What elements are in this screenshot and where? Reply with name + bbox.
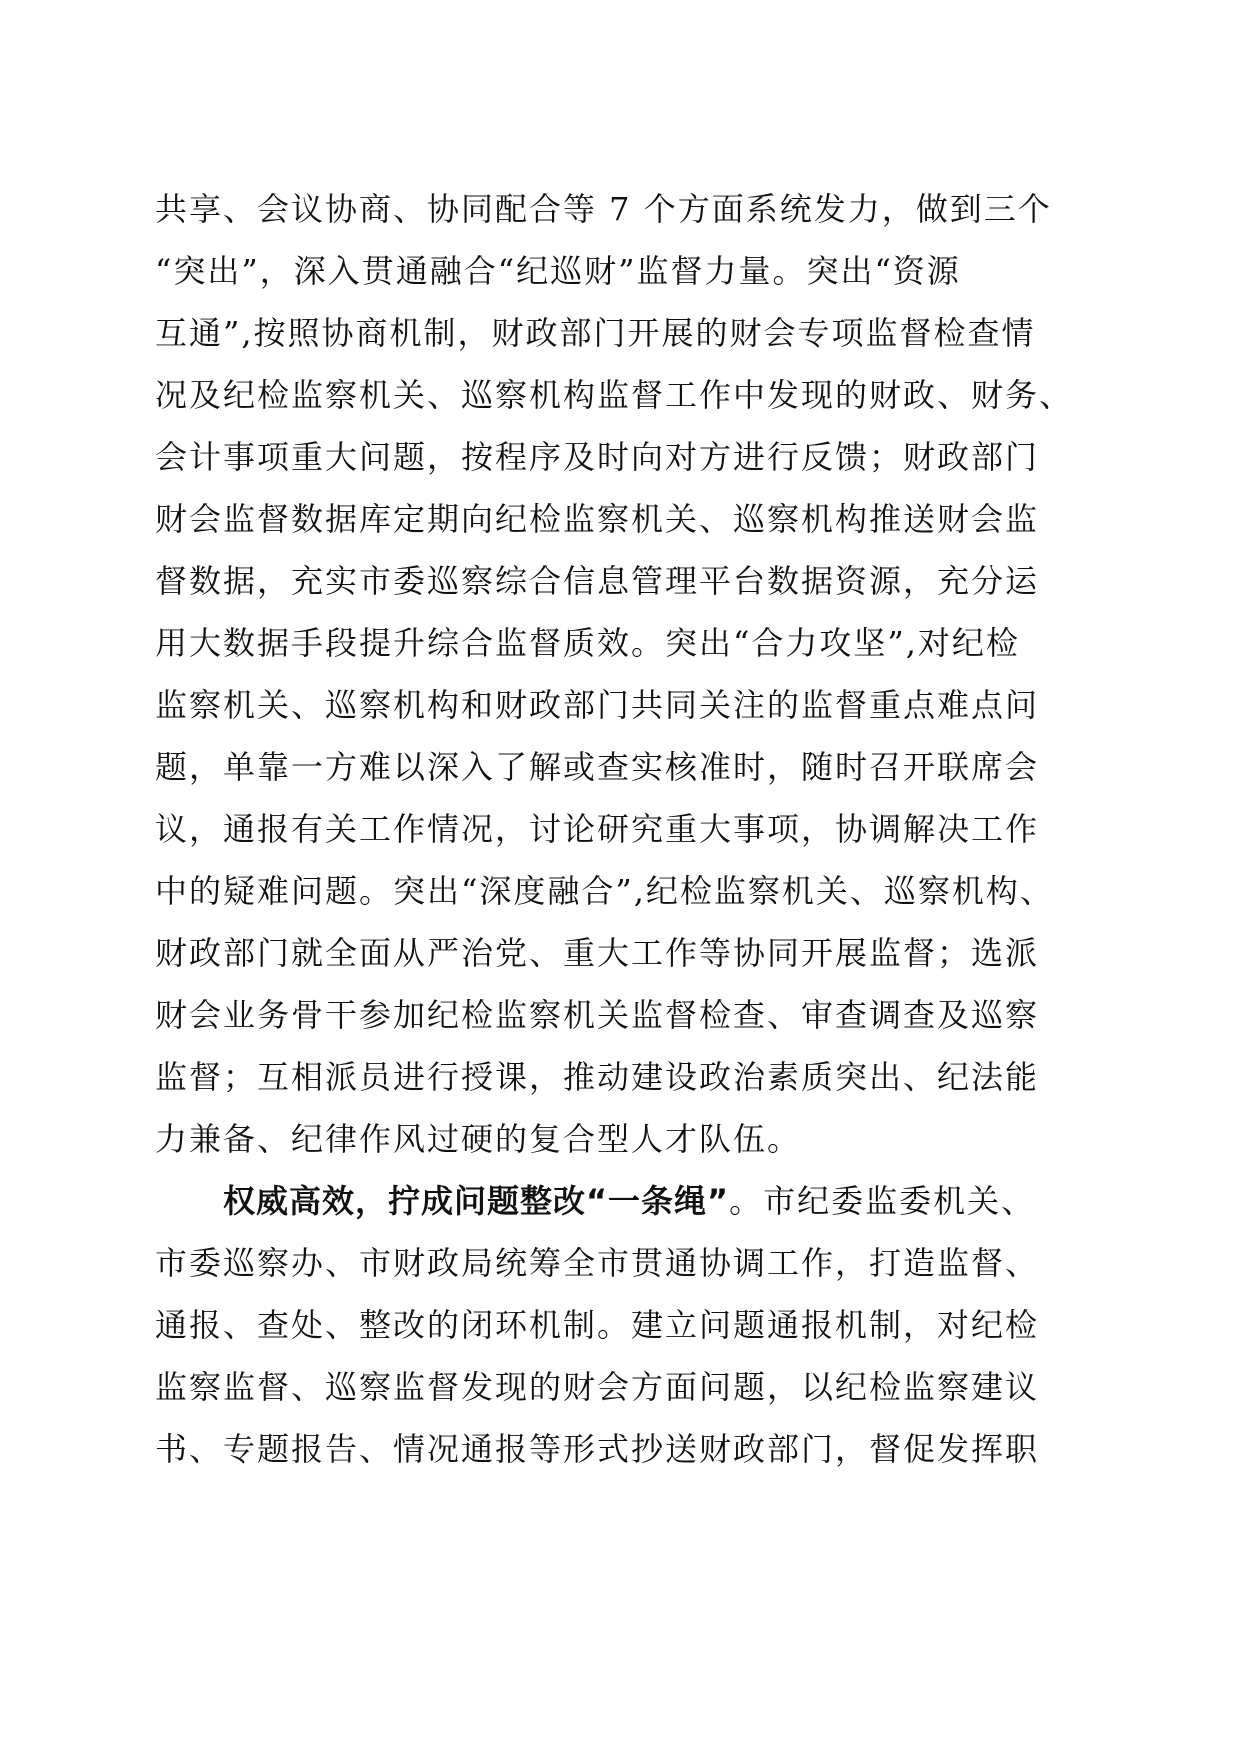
body-text xyxy=(155,178,1105,1480)
text-line: 市委巡察办、市财政局统筹全市贯通协调工作，打造监督、 xyxy=(155,1244,1040,1282)
text-line: 用大数据手段提升综合监督质效。突出“合力攻坚”,对纪检 xyxy=(155,624,1020,662)
paragraph-lead-heading: 权威高效，拧成问题整改“一条绳” xyxy=(223,1182,730,1220)
text-line: 中的疑难问题。突出“深度融合”,纪检监察机关、巡察机构、 xyxy=(155,872,1054,910)
text-line: 监督；互相派员进行授课，推动建设政治素质突出、纪法能 xyxy=(155,1058,1040,1096)
text-line: 共享、会议协商、协同配合等 7 个方面系统发力，做到三个 xyxy=(155,190,1052,228)
text-line: 力兼备、纪律作风过硬的复合型人才队伍。 xyxy=(155,1120,802,1158)
text-line: 财政部门就全面从严治党、重大工作等协同开展监督；选派 xyxy=(155,934,1040,972)
text-run: 。市纪委监委机关、 xyxy=(729,1182,1036,1220)
paragraph-2 xyxy=(155,1170,1105,1480)
paragraph-1 xyxy=(155,178,1105,1170)
text-line: 会计事项重大问题，按程序及时向对方进行反馈；财政部门 xyxy=(155,438,1040,476)
text-line: 督数据，充实市委巡察综合信息管理平台数据资源，充分运 xyxy=(155,562,1040,600)
text-line: 议，通报有关工作情况，讨论研究重大事项，协调解决工作 xyxy=(155,810,1040,848)
text-line: 监察监督、巡察监督发现的财会方面问题，以纪检监察建议 xyxy=(155,1368,1040,1406)
text-line: 通报、查处、整改的闭环机制。建立问题通报机制，对纪检 xyxy=(155,1306,1040,1344)
text-line: 况及纪检监察机关、巡察机构监督工作中发现的财政、财务、 xyxy=(155,376,1074,414)
text-line-first xyxy=(155,1170,1105,1232)
text-line: 互通”,按照协商机制，财政部门开展的财会专项监督检查情 xyxy=(155,314,1036,352)
text-line: 财会业务骨干参加纪检监察机关监督检查、审查调查及巡察 xyxy=(155,996,1040,1034)
text-line: 监察机关、巡察机构和财政部门共同关注的监督重点难点问 xyxy=(155,686,1040,724)
text-line: 题，单靠一方难以深入了解或查实核准时，随时召开联席会 xyxy=(155,748,1040,786)
text-line: “突出”，深入贯通融合“纪巡财”监督力量。突出“资源 xyxy=(155,252,961,290)
text-line: 书、专题报告、情况通报等形式抄送财政部门，督促发挥职 xyxy=(155,1430,1040,1468)
text-line: 财会监督数据库定期向纪检监察机关、巡察机构推送财会监 xyxy=(155,500,1040,538)
